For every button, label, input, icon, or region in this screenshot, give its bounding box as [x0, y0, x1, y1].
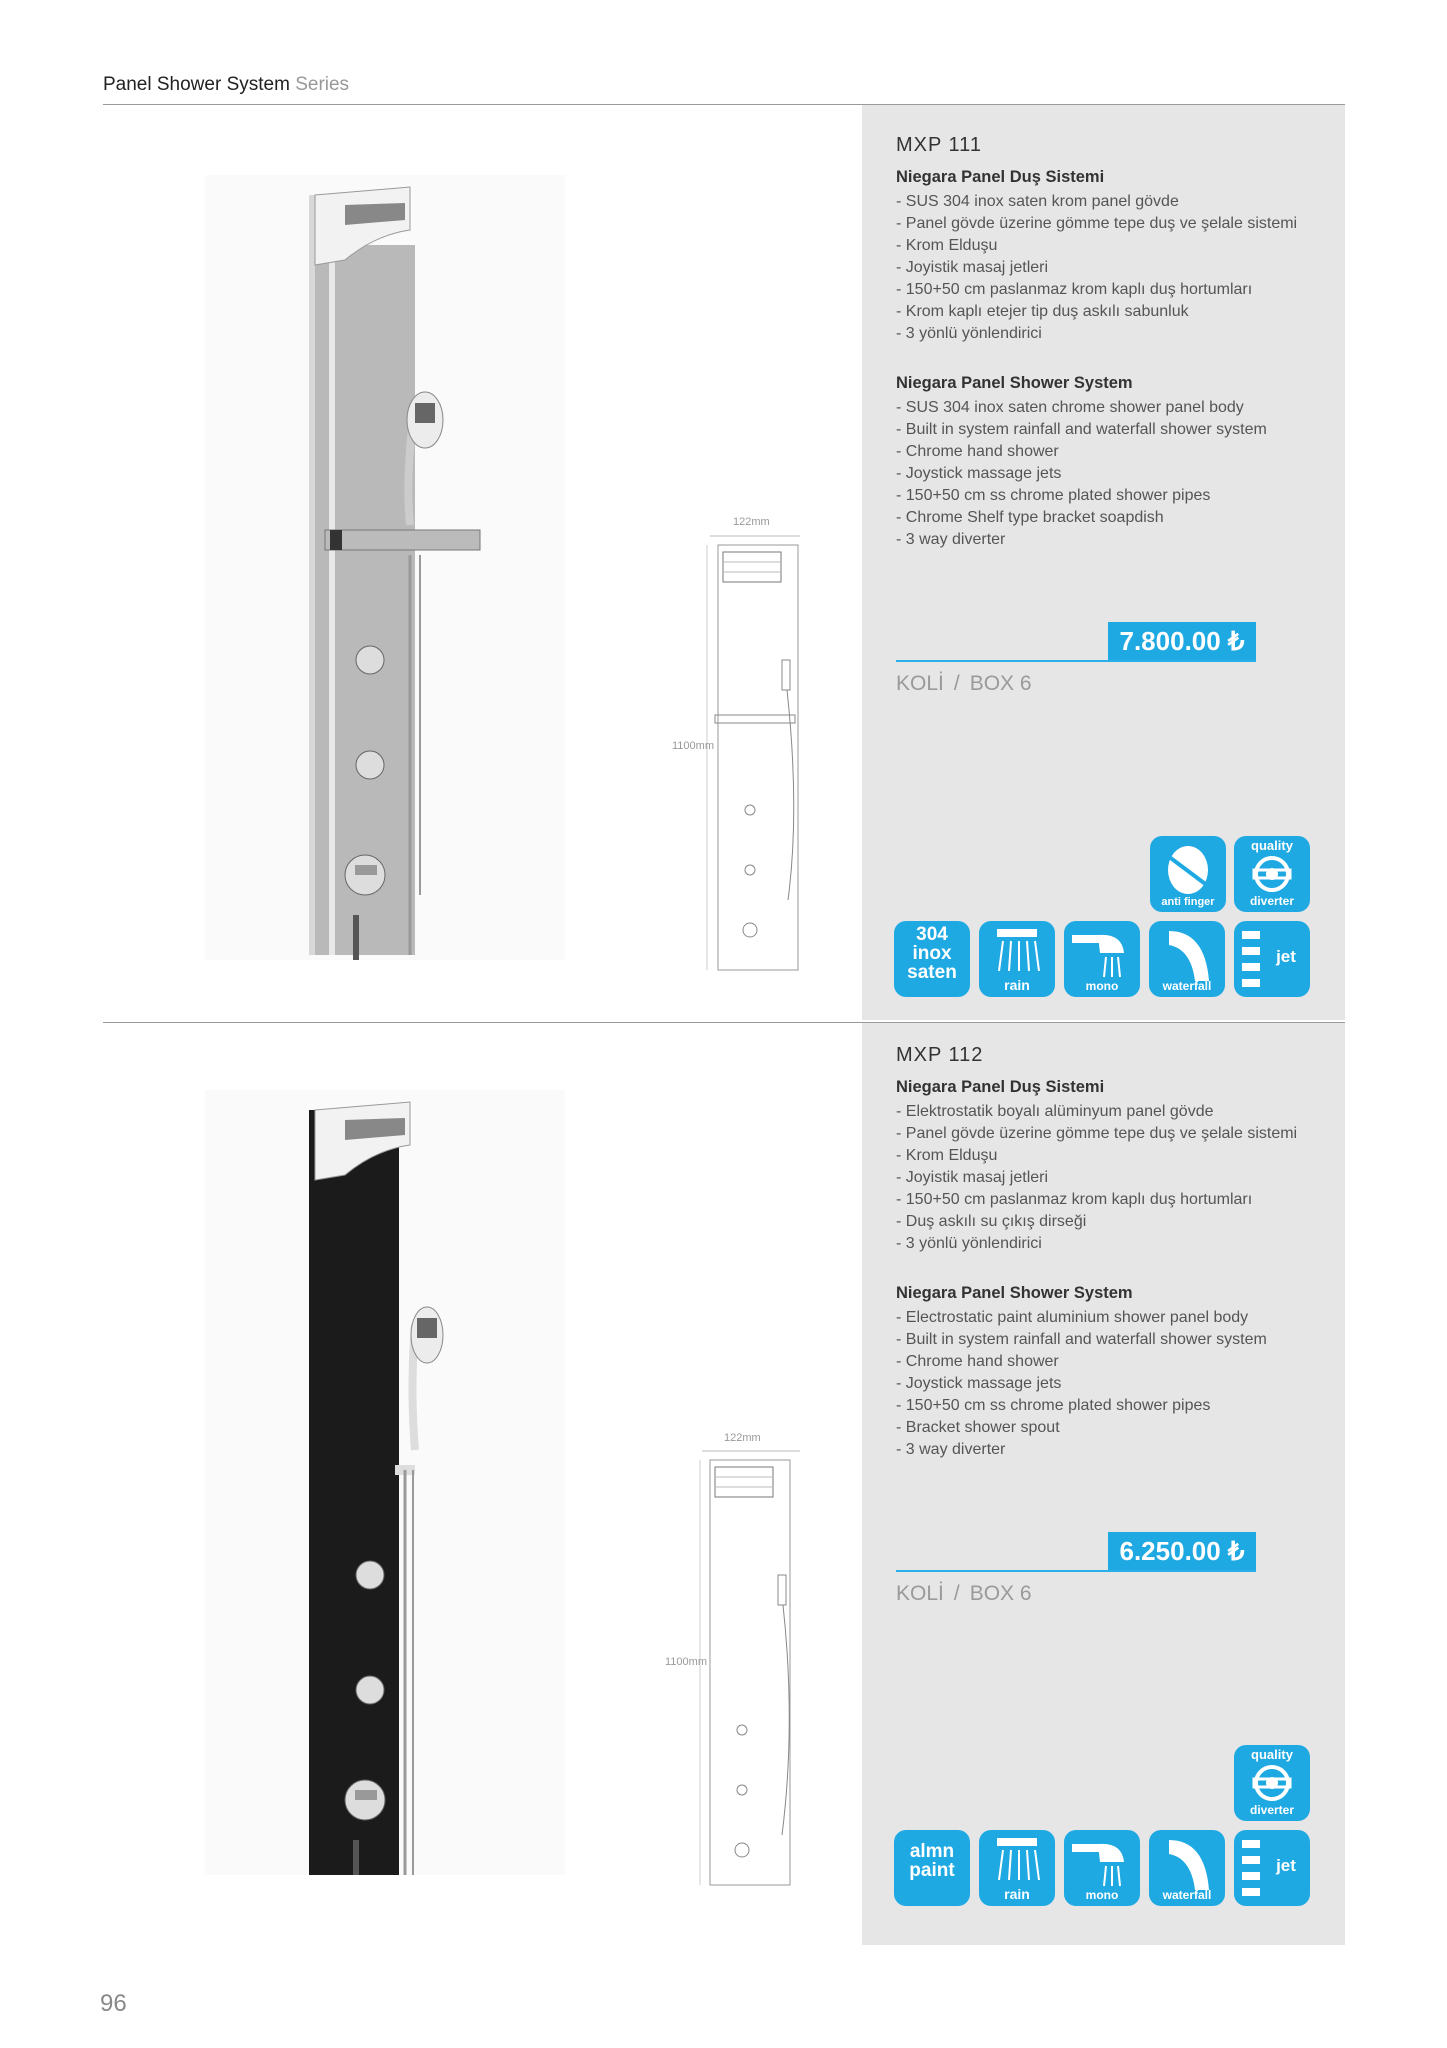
list-item: - 150+50 cm paslanmaz krom kaplı duş hortumları	[896, 279, 1297, 301]
box-separator: /	[953, 1582, 960, 1605]
product-1-tr-features	[896, 191, 1297, 345]
list-item: - Built in system rainfall and waterfall shower system	[896, 419, 1267, 441]
list-item: - Panel gövde üzerine gömme tepe duş ve şelale sistemi	[896, 1123, 1297, 1145]
product-2-tr-features	[896, 1101, 1297, 1255]
list-item: - Elektrostatik boyalı alüminyum panel gövde	[896, 1101, 1297, 1123]
quality-label: quality	[1251, 1747, 1293, 1762]
jet-icon	[1234, 921, 1310, 997]
list-item: - Joystick massage jets	[896, 463, 1267, 485]
mono-icon	[1064, 921, 1140, 997]
list-item: - Krom kaplı etejer tip duş askılı sabunluk	[896, 301, 1297, 323]
diverter-label: diverter	[1249, 1803, 1295, 1817]
box-label: KOLİ	[896, 1582, 944, 1605]
list-item: - SUS 304 inox saten chrome shower panel body	[896, 397, 1267, 419]
waterfall-icon	[1149, 1830, 1225, 1906]
rain-label: rain	[1004, 977, 1030, 993]
product-2-model: MXP 112	[896, 1044, 984, 1066]
list-item: - 3 yönlü yönlendirici	[896, 323, 1297, 345]
box-value: BOX 6	[969, 1582, 1032, 1605]
material-label: 304 inox saten	[907, 924, 957, 983]
list-item: - Joystick massage jets	[896, 1373, 1267, 1395]
anti-finger-icon	[1150, 836, 1226, 912]
list-item: - Chrome hand shower	[896, 441, 1267, 463]
product-2-price-underline	[896, 1570, 1256, 1572]
box-separator: /	[953, 672, 960, 695]
mono-label: mono	[1085, 979, 1119, 993]
rain-label: rain	[1004, 1886, 1030, 1902]
list-item: - Chrome Shelf type bracket soapdish	[896, 507, 1267, 529]
waterfall-icon	[1149, 921, 1225, 997]
mono-label: mono	[1085, 1888, 1119, 1902]
jet-label: jet	[1276, 947, 1296, 966]
product-1-photo	[205, 175, 565, 960]
material-label: almn paint	[909, 1841, 955, 1881]
page-header	[103, 74, 349, 96]
product-2-price: 6.250.00 ₺	[1108, 1532, 1256, 1570]
product-1-tr-title: Niegara Panel Duş Sistemi	[896, 168, 1105, 186]
product-1-width-dim: 122mm	[733, 516, 770, 528]
waterfall-label: waterfall	[1162, 979, 1212, 993]
list-item: - 3 way diverter	[896, 1439, 1267, 1461]
product-1-price-underline	[896, 660, 1256, 662]
product-1-en-features	[896, 397, 1267, 551]
product-1-height-dim: 1100mm	[672, 740, 714, 752]
header-title: Panel Shower System	[103, 74, 290, 95]
product-2-photo	[205, 1090, 565, 1875]
product-2-width-dim: 122mm	[724, 1432, 761, 1444]
product-2-height-dim: 1100mm	[665, 1656, 707, 1668]
material-almn-icon	[894, 1830, 970, 1906]
product-2-box	[896, 1582, 1032, 1606]
jet-label: jet	[1276, 1856, 1296, 1875]
list-item: - Krom Elduşu	[896, 235, 1297, 257]
rain-icon	[979, 1830, 1055, 1906]
waterfall-label: waterfall	[1162, 1888, 1212, 1902]
list-item: - 3 way diverter	[896, 529, 1267, 551]
list-item: - Electrostatic paint aluminium shower panel body	[896, 1307, 1267, 1329]
list-item: - Joyistik masaj jetleri	[896, 1167, 1297, 1189]
box-value: BOX 6	[969, 672, 1032, 695]
header-series: Series	[295, 74, 350, 95]
diverter-label: diverter	[1249, 894, 1295, 908]
product-2-panel-image	[205, 1090, 565, 1875]
box-label: KOLİ	[896, 672, 944, 695]
list-item: - 150+50 cm ss chrome plated shower pipes	[896, 1395, 1267, 1417]
product-1-box	[896, 672, 1032, 696]
product-1-price: 7.800.00 ₺	[1108, 622, 1256, 660]
jet-icon	[1234, 1830, 1310, 1906]
anti-finger-label: anti finger	[1161, 896, 1215, 908]
rain-icon	[979, 921, 1055, 997]
list-item: - Duş askılı su çıkış dirseği	[896, 1211, 1297, 1233]
product-1-en-title: Niegara Panel Shower System	[896, 374, 1133, 392]
list-item: - Built in system rainfall and waterfall shower system	[896, 1329, 1267, 1351]
material-304-icon	[894, 921, 970, 997]
product-2-en-features	[896, 1307, 1267, 1461]
list-item: - 150+50 cm paslanmaz krom kaplı duş hortumları	[896, 1189, 1297, 1211]
list-item: - 150+50 cm ss chrome plated shower pipes	[896, 485, 1267, 507]
list-item: - SUS 304 inox saten krom panel gövde	[896, 191, 1297, 213]
list-item: - Panel gövde üzerine gömme tepe duş ve şelale sistemi	[896, 213, 1297, 235]
quality-label: quality	[1251, 838, 1293, 853]
product-2-en-title: Niegara Panel Shower System	[896, 1284, 1133, 1302]
list-item: - Joyistik masaj jetleri	[896, 257, 1297, 279]
product-1-model: MXP 111	[896, 134, 982, 156]
list-item: - Krom Elduşu	[896, 1145, 1297, 1167]
quality-diverter-icon	[1234, 836, 1310, 912]
page-number: 96	[100, 1990, 127, 2017]
mono-icon	[1064, 1830, 1140, 1906]
quality-diverter-icon	[1234, 1745, 1310, 1821]
list-item: - Chrome hand shower	[896, 1351, 1267, 1373]
product-2-tr-title: Niegara Panel Duş Sistemi	[896, 1078, 1105, 1096]
list-item: - Bracket shower spout	[896, 1417, 1267, 1439]
list-item: - 3 yönlü yönlendirici	[896, 1233, 1297, 1255]
product-1-panel-image	[205, 175, 565, 960]
